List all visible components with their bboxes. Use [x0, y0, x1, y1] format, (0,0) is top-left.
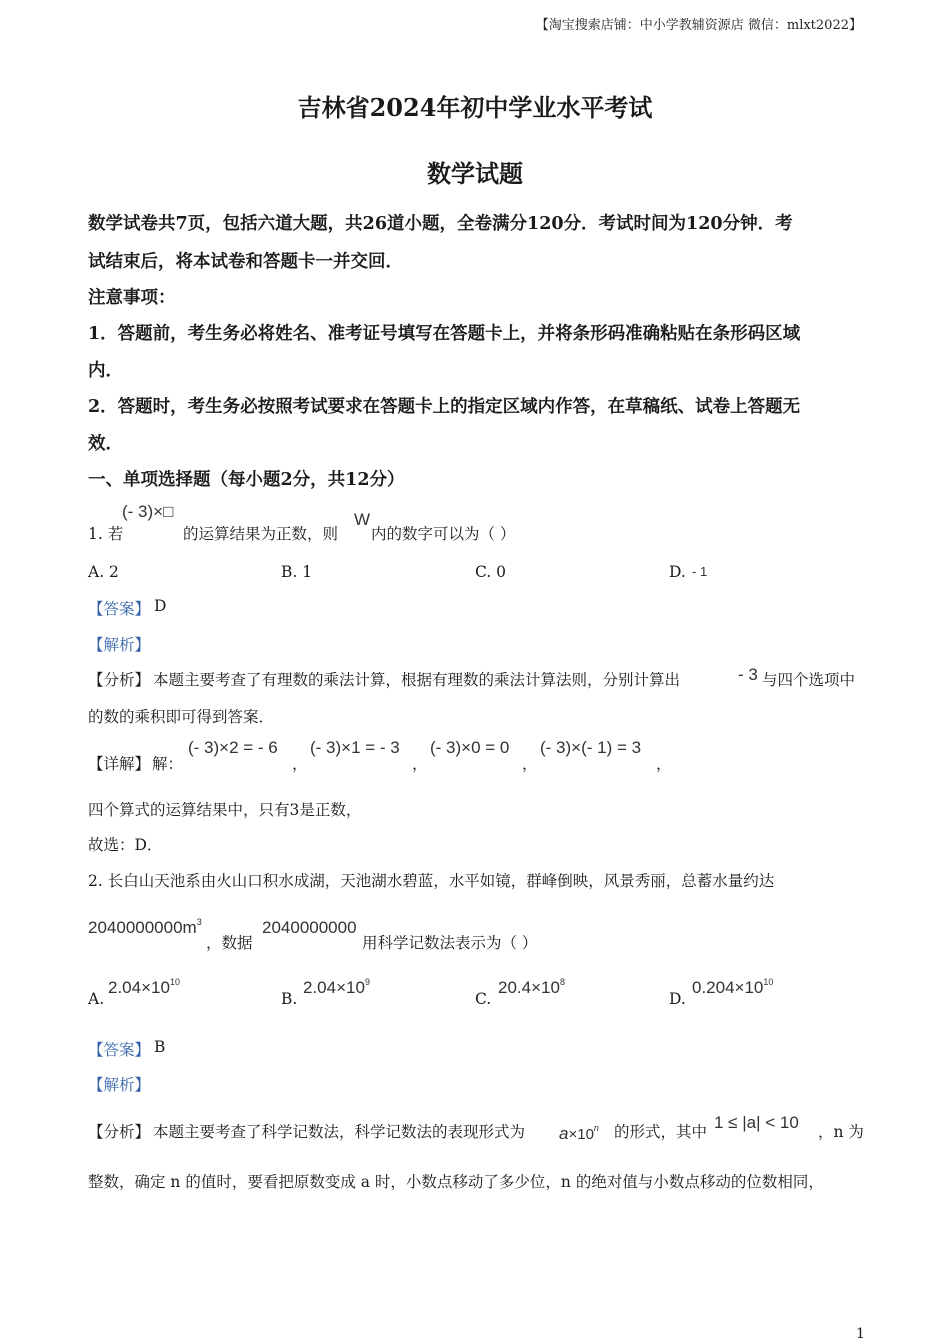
- q2-form-expression: $a\times 10^n$: [559, 1123, 599, 1143]
- q2-stem-mid: ，数据: [206, 934, 253, 952]
- q1-calc-2: (- 3)×1 = - 3: [310, 738, 400, 757]
- q2-volume: $2040000000m^3$: [88, 917, 202, 937]
- q1-option-c: C. 0: [475, 563, 507, 581]
- q2-fenxi-line-2: 整数，确定 n 的值时，要看把原数变成 a 时，小数点移动了多少位，n 的绝对值与小数点移动的位数相同，: [88, 1173, 824, 1191]
- q2-number: 2040000000: [262, 918, 357, 937]
- q1-box-symbol: W: [354, 510, 371, 529]
- notice-item-2-line-2: 效．: [88, 434, 123, 454]
- q2-option-c-label: C.: [475, 990, 492, 1008]
- q1-calc-sep-3: ，: [522, 755, 538, 773]
- page-number: 1: [856, 1326, 865, 1342]
- q1-analysis-tag: 【解析】: [88, 636, 151, 654]
- q1-option-b: B. 1: [281, 563, 313, 581]
- q1-option-d-value: - 1: [692, 564, 708, 579]
- q2-fenxi-line-1-mid: 的形式，其中: [614, 1123, 708, 1141]
- q2-fenxi-tag: 【分析】: [88, 1123, 151, 1141]
- q2-fenxi-line-1: 本题主要考查了科学记数法，科学记数法的表现形式为: [153, 1123, 526, 1141]
- q2-volume-exponent: 3: [196, 917, 202, 927]
- exam-title: 吉林省2024年初中学业水平考试: [297, 93, 653, 122]
- q2-option-a-label: A.: [88, 990, 105, 1008]
- q1-answer-tag: 【答案】: [88, 600, 151, 618]
- q1-stem-suffix: 内的数字可以为（ ）: [371, 525, 516, 543]
- q1-fenxi-tag: 【分析】: [88, 671, 151, 689]
- q1-option-d: D.: [669, 563, 686, 581]
- q1-calc-3: (- 3)×0 = 0: [430, 738, 510, 757]
- q1-calc-sep-2: ，: [412, 755, 428, 773]
- q1-fenxi-line-2: 的数的乘积即可得到答案．: [88, 708, 275, 726]
- q1-prefix: 1. 若: [88, 525, 124, 543]
- q1-calc-sep-1: ，: [292, 755, 308, 773]
- section-1-heading: 一、单项选择题（每小题2分，共12分）: [88, 470, 405, 490]
- q2-analysis-tag: 【解析】: [88, 1076, 151, 1094]
- q2-inequality: 1 ≤ |a| < 10: [714, 1113, 799, 1132]
- q2-answer: B: [154, 1038, 166, 1056]
- q1-calc-sep-4: ，: [656, 755, 672, 773]
- q1-stem-mid: 的运算结果为正数，则: [183, 525, 339, 543]
- q2-fenxi-line-1-end: ，n 为: [818, 1123, 864, 1141]
- exam-subtitle: 数学试题: [427, 159, 523, 188]
- q2-answer-tag: 【答案】: [88, 1041, 151, 1059]
- q1-option-a: A. 2: [88, 563, 119, 581]
- intro-line-2: 试结束后，将本试卷和答题卡一并交回．: [88, 252, 403, 272]
- notice-item-2-line-1: 2．答题时，考生务必按照考试要求在答题卡上的指定区域内作答，在草稿纸、试卷上答题无: [88, 397, 801, 417]
- q2-option-b-label: B.: [281, 990, 298, 1008]
- q1-detail-prefix: 解：: [152, 755, 184, 773]
- header-note: 【淘宝搜索店铺：中小学教辅资源店 微信：mlxt2022】: [535, 18, 862, 33]
- q1-fenxi-line-1: 本题主要考查了有理数的乘法计算，根据有理数的乘法计算法则，分别计算出: [153, 671, 681, 689]
- q1-conclusion: 四个算式的运算结果中，只有3是正数，: [88, 801, 362, 819]
- q1-calc-4: (- 3)×(- 1) = 3: [540, 738, 642, 757]
- q1-fenxi-number: - 3: [738, 665, 758, 684]
- q1-detail-tag: 【详解】: [88, 755, 151, 773]
- intro-line-1: 数学试卷共7页，包括六道大题，共26道小题，全卷满分120分．考试时间为120分钟．考: [88, 214, 793, 234]
- q2-stem-line-1: 2. 长白山天池系由火山口积水成湖，天池湖水碧蓝，水平如镜，群峰倒映，风景秀丽，总蓄水量约达: [88, 872, 775, 890]
- q2-option-d-label: D.: [669, 990, 686, 1008]
- q1-choice: 故选：D．: [88, 836, 163, 854]
- q2-option-c-value: $20.4\times 10^8$: [498, 977, 565, 997]
- q1-expression: (- 3)×□: [122, 502, 174, 521]
- q1-answer: D: [154, 597, 167, 615]
- q2-stem-suffix: 用科学记数法表示为（ ）: [362, 934, 538, 952]
- q2-option-d-value: $0.204\times 10^{10}$: [692, 977, 774, 997]
- q1-calc-1: (- 3)×2 = - 6: [188, 738, 278, 757]
- q2-option-b-value: $2.04\times 10^9$: [303, 977, 370, 997]
- notice-item-1-line-1: 1．答题前，考生务必将姓名、准考证号填写在答题卡上，并将条形码准确粘贴在条形码区域: [88, 324, 801, 344]
- notice-title: 注意事项：: [88, 288, 176, 308]
- q1-fenxi-line-1-end: 与四个选项中: [762, 671, 856, 689]
- notice-item-1-line-2: 内．: [88, 361, 123, 381]
- q2-option-a-value: $2.04\times 10^{10}$: [108, 977, 180, 997]
